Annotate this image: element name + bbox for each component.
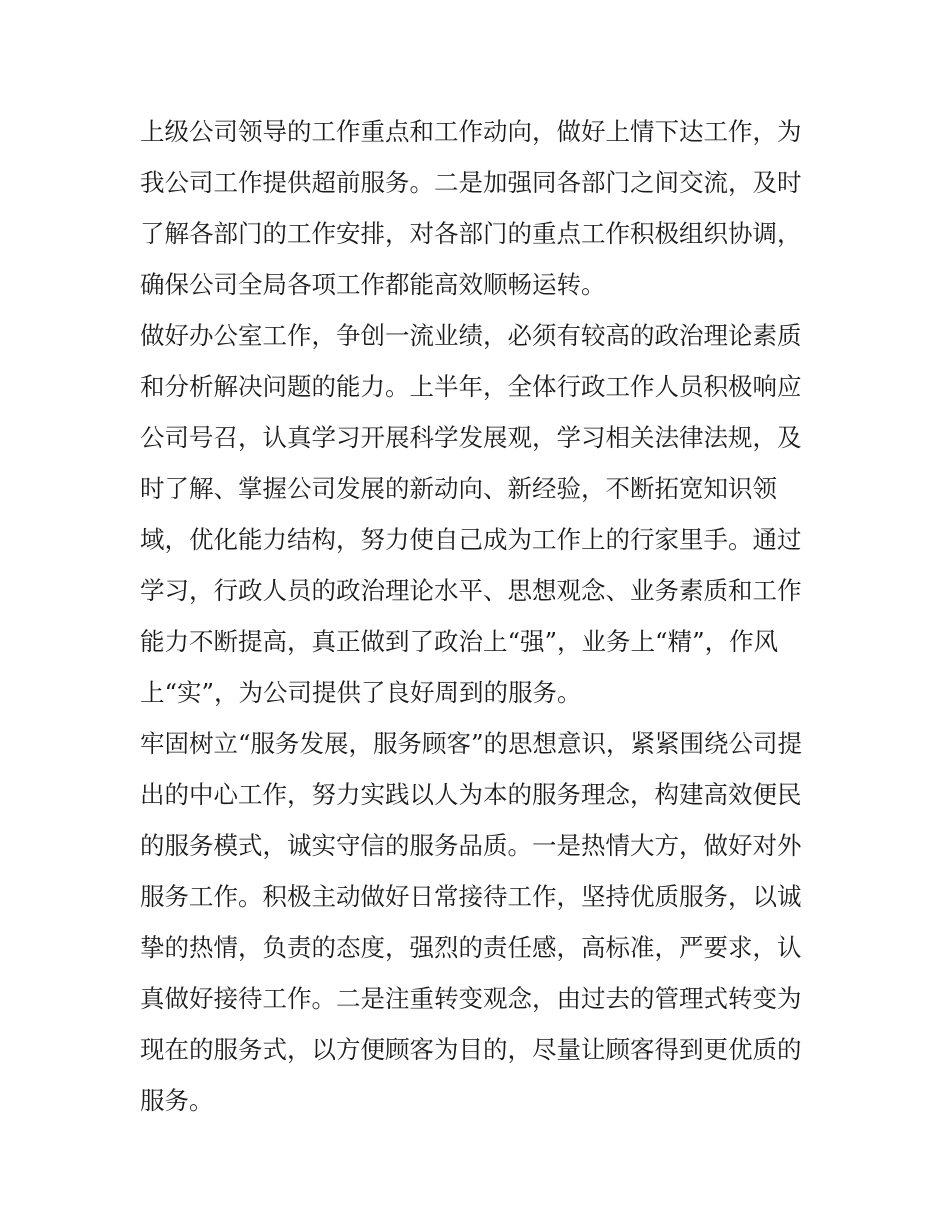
text-line: 公司号召，认真学习开展科学发展观，学习相关法律法规，及 (140, 423, 802, 452)
text-line: 确保公司全局各项工作都能高效顺畅运转。 (140, 270, 606, 299)
text-line: 牢固树立“服务发展，服务顾客”的思想意识，紧紧围绕公司提 (140, 729, 803, 758)
text-line: 时了解、掌握公司发展的新动向、新经验，不断拓宽知识领 (140, 474, 777, 503)
text-line: 的服务模式，诚实守信的服务品质。一是热情大方，做好对外 (140, 831, 802, 860)
text-line: 域，优化能力结构，努力使自己成为工作上的行家里手。通过 (140, 525, 802, 554)
text-line: 了解各部门的工作安排，对各部门的重点工作积极组织协调， (140, 219, 802, 248)
text-line: 和分析解决问题的能力。上半年，全体行政工作人员积极响应 (140, 372, 802, 401)
text-line: 我公司工作提供超前服务。二是加强同各部门之间交流，及时 (140, 168, 802, 197)
text-line: 真做好接待工作。二是注重转变观念，由过去的管理式转变为 (140, 984, 802, 1013)
body-text (140, 106, 820, 1126)
text-line: 出的中心工作，努力实践以人为本的服务理念，构建高效便民 (140, 780, 802, 809)
text-line: 服务。 (140, 1086, 214, 1115)
text-line: 学习，行政人员的政治理论水平、思想观念、业务素质和工作 (140, 576, 802, 605)
text-line: 服务工作。积极主动做好日常接待工作，坚持优质服务，以诚 (140, 882, 802, 911)
text-line: 现在的服务式，以方便顾客为目的，尽量让顾客得到更优质的 (140, 1035, 802, 1064)
text-line: 挚的热情，负责的态度，强烈的责任感，高标准，严要求，认 (140, 933, 802, 962)
text-line: 能力不断提高，真正做到了政治上“强”，业务上“精”，作风 (140, 627, 779, 656)
text-line: 上级公司领导的工作重点和工作动向，做好上情下达工作，为 (140, 117, 802, 146)
text-line: 做好办公室工作，争创一流业绩，必须有较高的政治理论素质 (140, 321, 802, 350)
text-line: 上“实”，为公司提供了良好周到的服务。 (140, 678, 582, 707)
